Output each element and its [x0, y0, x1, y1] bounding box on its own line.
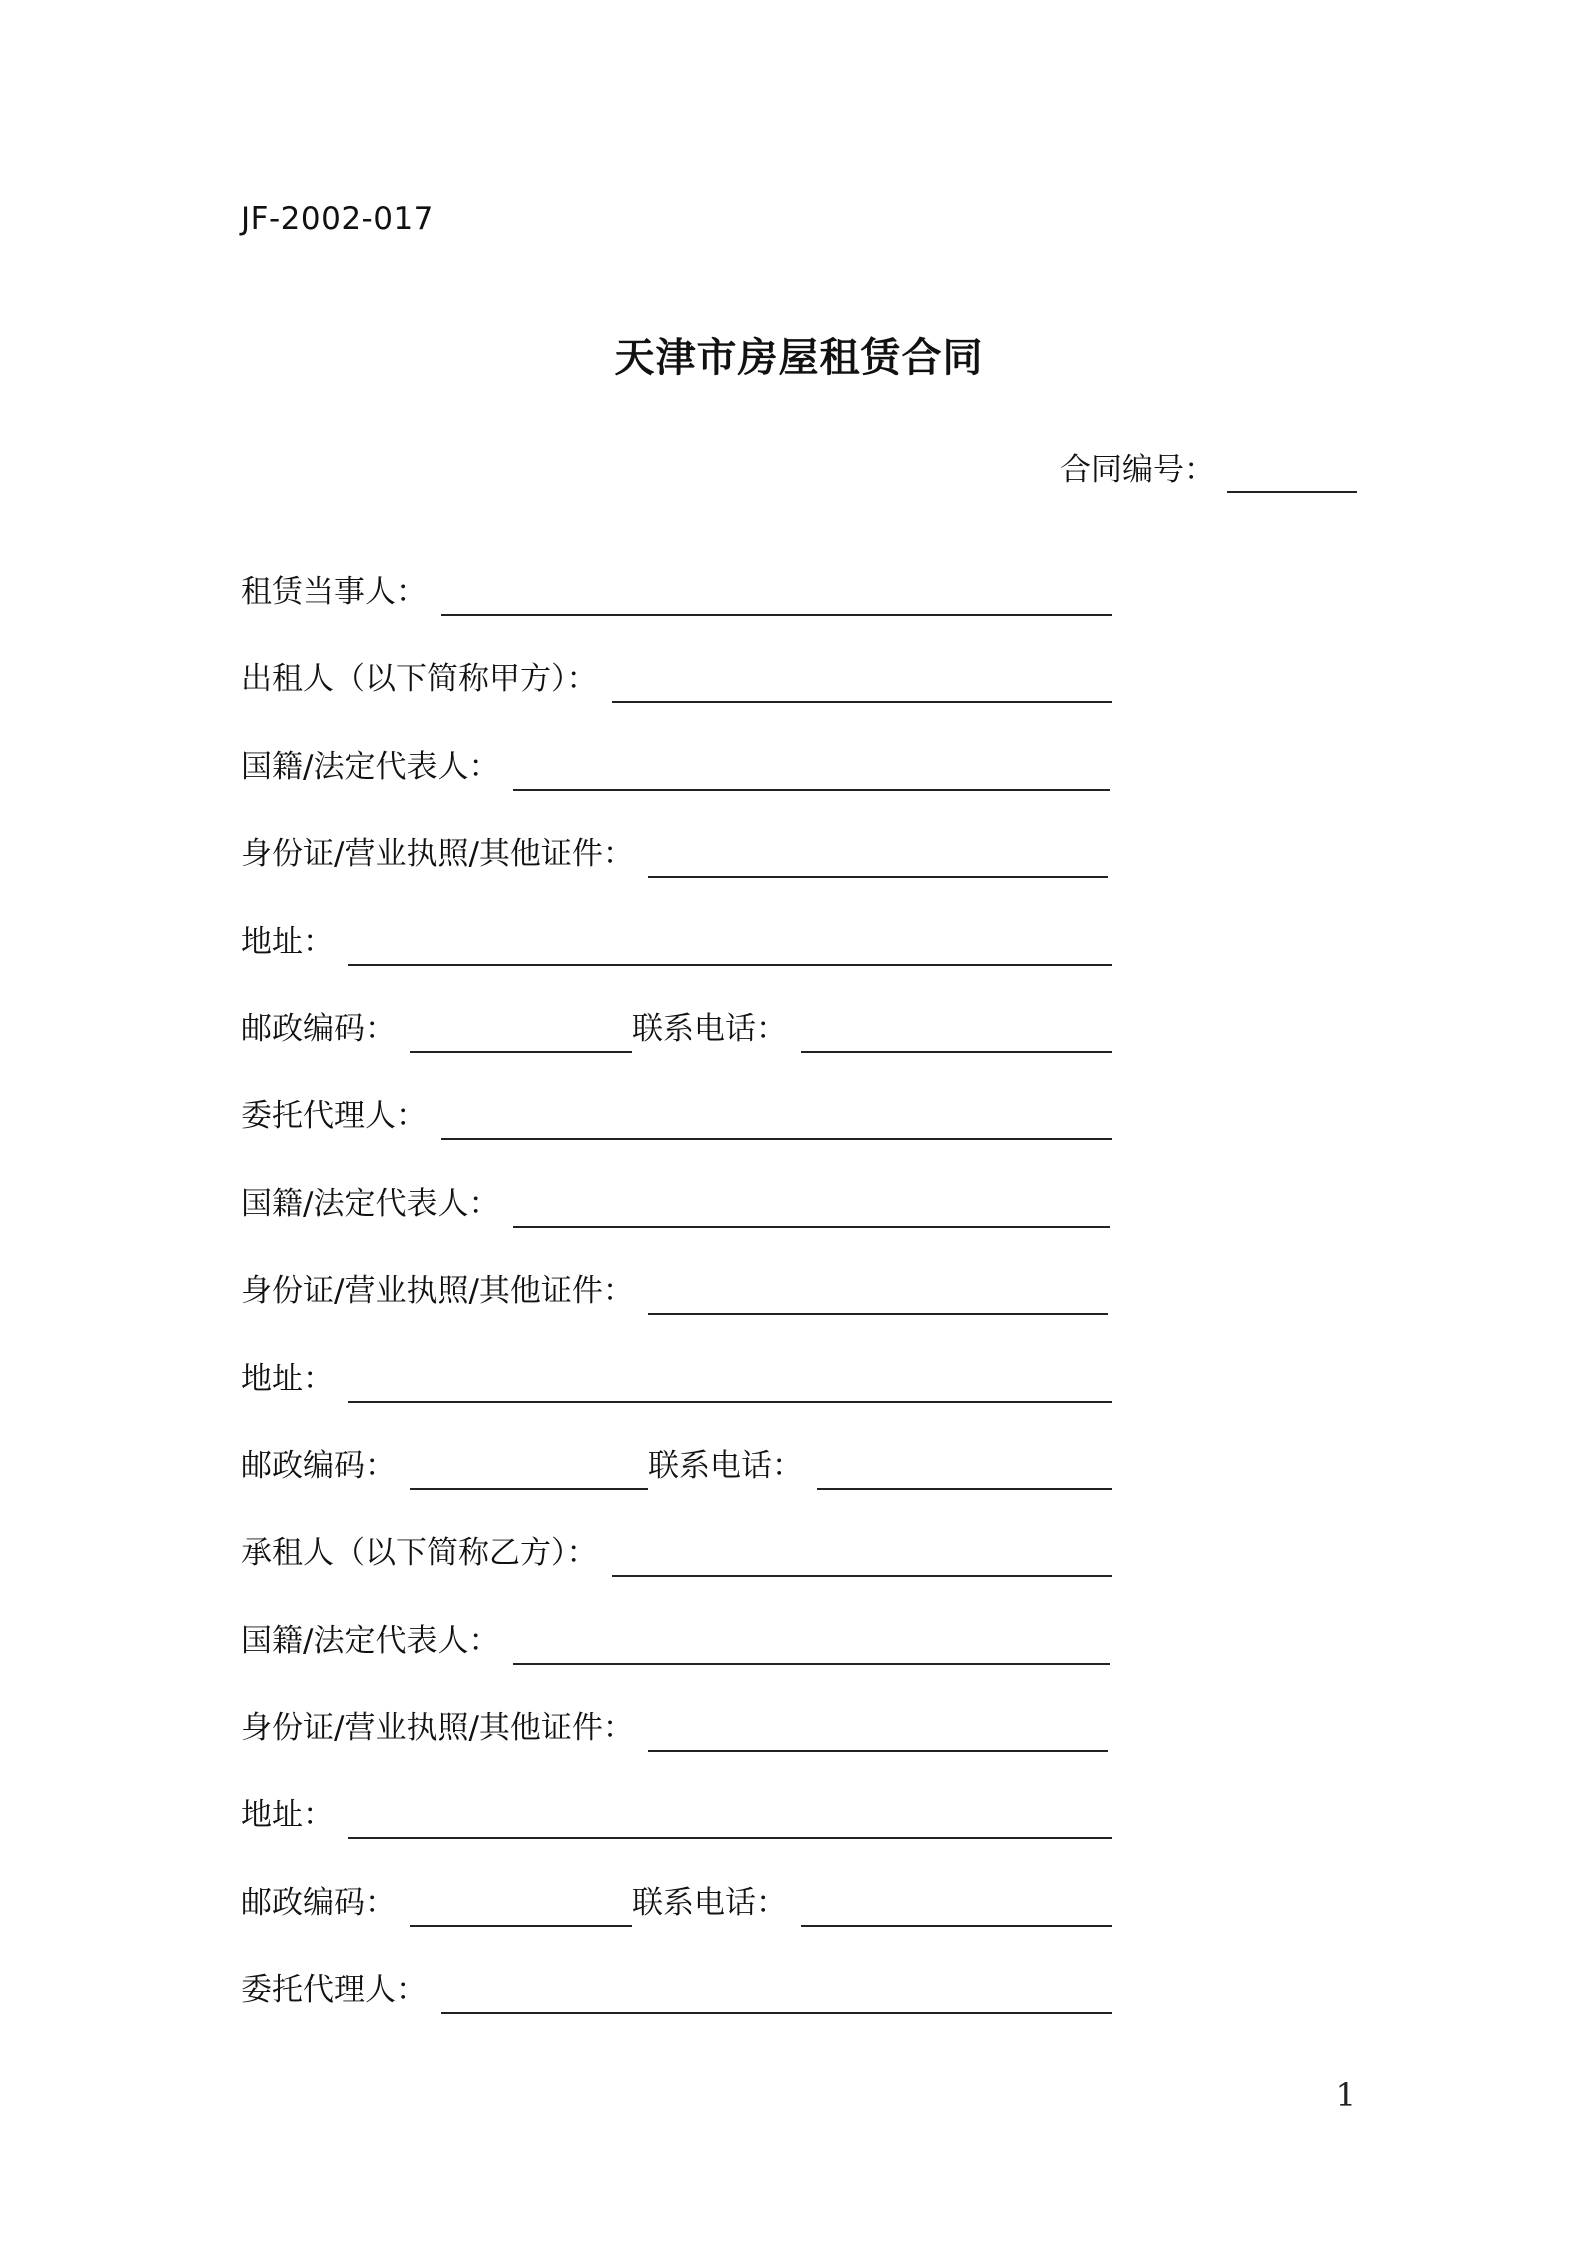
fill-in-field[interactable] — [648, 1706, 1108, 1752]
field-label: 邮政编码： — [241, 1447, 396, 1484]
field-row — [241, 1706, 1108, 1793]
field-row — [241, 1094, 1112, 1181]
field-row — [241, 1531, 1112, 1618]
fill-in-field[interactable] — [648, 832, 1108, 878]
fill-in-field[interactable] — [441, 570, 1112, 616]
phone-field[interactable] — [817, 1444, 1112, 1490]
field-row — [241, 832, 1108, 919]
postal-code-field[interactable] — [410, 1881, 632, 1927]
fill-in-field[interactable] — [513, 745, 1110, 791]
field-label: 出租人（以下简称甲方）： — [241, 661, 598, 698]
field-label: 身份证/营业执照/其他证件： — [241, 1273, 634, 1310]
field-label: 身份证/营业执照/其他证件： — [241, 836, 634, 873]
phone-field[interactable] — [801, 1007, 1112, 1053]
field-label: 国籍/法定代表人： — [241, 748, 500, 785]
fill-in-field[interactable] — [513, 1182, 1110, 1228]
field-row — [241, 920, 1112, 1007]
fill-in-field[interactable] — [348, 920, 1112, 966]
field-row — [241, 570, 1112, 657]
fill-in-field[interactable] — [441, 1094, 1112, 1140]
field-row — [241, 1968, 1112, 2055]
fill-in-field[interactable] — [612, 657, 1113, 703]
field-label: 身份证/营业执照/其他证件： — [241, 1710, 634, 1747]
field-label: 地址： — [241, 1797, 334, 1834]
field-row — [241, 1007, 1112, 1094]
fill-in-field[interactable] — [348, 1357, 1112, 1403]
field-row — [241, 745, 1110, 832]
field-row — [241, 1357, 1112, 1444]
field-row — [241, 1619, 1110, 1706]
party-field-list — [241, 570, 1111, 2056]
field-row — [241, 1793, 1112, 1880]
postal-code-field[interactable] — [410, 1444, 648, 1490]
contract-number-label: 合同编号： — [1060, 452, 1215, 488]
page-number: 1 — [1335, 2076, 1356, 2114]
fill-in-field[interactable] — [612, 1531, 1113, 1577]
fill-in-field[interactable] — [513, 1619, 1110, 1665]
field-label: 地址： — [241, 1360, 334, 1397]
field-label: 邮政编码： — [241, 1884, 396, 1921]
fill-in-field[interactable] — [348, 1793, 1112, 1839]
field-label: 委托代理人： — [241, 1098, 427, 1135]
field-label-phone: 联系电话： — [632, 1884, 787, 1921]
field-label: 国籍/法定代表人： — [241, 1622, 500, 1659]
field-label: 租赁当事人： — [241, 574, 427, 610]
field-label: 委托代理人： — [241, 1972, 427, 2009]
field-label: 地址： — [241, 923, 334, 960]
field-label: 邮政编码： — [241, 1010, 396, 1047]
field-label: 国籍/法定代表人： — [241, 1185, 500, 1222]
contract-number-line — [1060, 444, 1357, 489]
field-label-phone: 联系电话： — [632, 1010, 787, 1047]
contract-number-field[interactable] — [1227, 451, 1357, 493]
field-label: 承租人（以下简称乙方）： — [241, 1535, 598, 1572]
field-row — [241, 1881, 1112, 1968]
document-title: 天津市房屋租赁合同 — [614, 335, 984, 381]
fill-in-field[interactable] — [441, 1968, 1112, 2014]
field-row — [241, 1182, 1110, 1269]
field-row — [241, 1444, 1112, 1531]
phone-field[interactable] — [801, 1881, 1112, 1927]
field-row — [241, 657, 1112, 744]
fill-in-field[interactable] — [648, 1269, 1108, 1315]
document-code: JF-2002-017 — [241, 201, 434, 237]
postal-code-field[interactable] — [410, 1007, 632, 1053]
field-label-phone: 联系电话： — [648, 1447, 803, 1484]
field-row — [241, 1269, 1108, 1356]
